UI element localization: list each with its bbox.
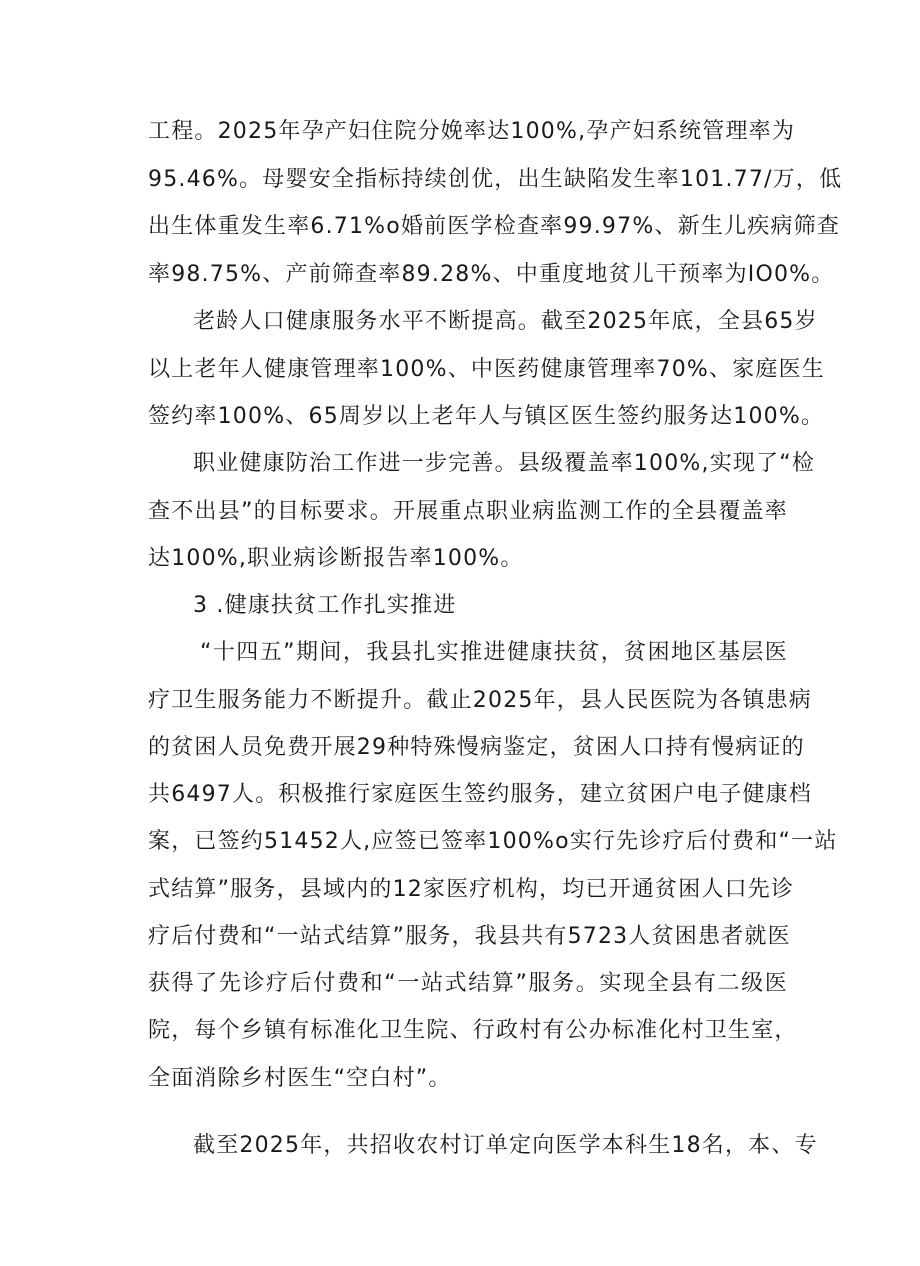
text-line: 出生体重发生率6.71%o婚前医学检查率99.97%、新生儿疾病筛查 — [148, 214, 841, 239]
section-heading: 3 .健康扶贫工作扎实推进 — [193, 593, 457, 618]
text-line: “十四五”期间，我县扎实推进健康扶贫，贫困地区基层医 — [200, 640, 788, 665]
text-line: 以上老年人健康管理率100%、中医药健康管理率70%、家庭医生 — [148, 357, 825, 382]
text-line: 达100%,职业病诊断报告率100%。 — [148, 546, 524, 571]
text-line: 全面消除乡村医生“空白村”。 — [148, 1066, 452, 1091]
text-line: 工程。2025年孕产妇住院分娩率达100%,孕产妇系统管理率为 — [148, 119, 796, 144]
text-line: 共6497人。积极推行家庭医生签约服务，建立贫困户电子健康档 — [148, 782, 812, 807]
text-line: 案，已签约51452人,应签已签率100%o实行先诊疗后付费和“一站 — [148, 829, 838, 854]
text-line: 老龄人口健康服务水平不断提高。截至2025年底，全县65岁 — [193, 309, 818, 334]
text-line: 院，每个乡镇有标准化卫生院、行政村有公办标准化村卫生室， — [148, 1018, 798, 1043]
text-line: 的贫困人员免费开展29种特殊慢病鉴定，贫困人口持有慢病证的 — [148, 735, 805, 760]
text-line: 率98.75%、产前筛查率89.28%、中重度地贫儿干预率为IO0%。 — [148, 262, 835, 287]
text-line: 95.46%。母婴安全指标持续创优，出生缺陷发生率101.77/万，低 — [148, 167, 843, 192]
text-line: 查不出县”的目标要求。开展重点职业病监测工作的全县覆盖率 — [148, 499, 788, 524]
text-line: 疗后付费和“一站式结算”服务，我县共有5723人贫困患者就医 — [148, 924, 791, 949]
text-line: 截至2025年，共招收农村订单定向医学本科生18名，本、专 — [193, 1133, 818, 1158]
text-line: 获得了先诊疗后付费和“一站式结算”服务。实现全县有二级医 — [148, 971, 788, 996]
text-line: 式结算”服务，县域内的12家医疗机构，均已开通贫困人口先诊 — [148, 877, 795, 902]
text-line: 疗卫生服务能力不断提升。截止2025年，县人民医院为各镇患病 — [148, 688, 812, 713]
text-line: 职业健康防治工作进一步完善。县级覆盖率100%,实现了“检 — [193, 451, 816, 476]
text-line: 签约率100%、65周岁以上老年人与镇区医生签约服务达100%。 — [148, 404, 825, 429]
